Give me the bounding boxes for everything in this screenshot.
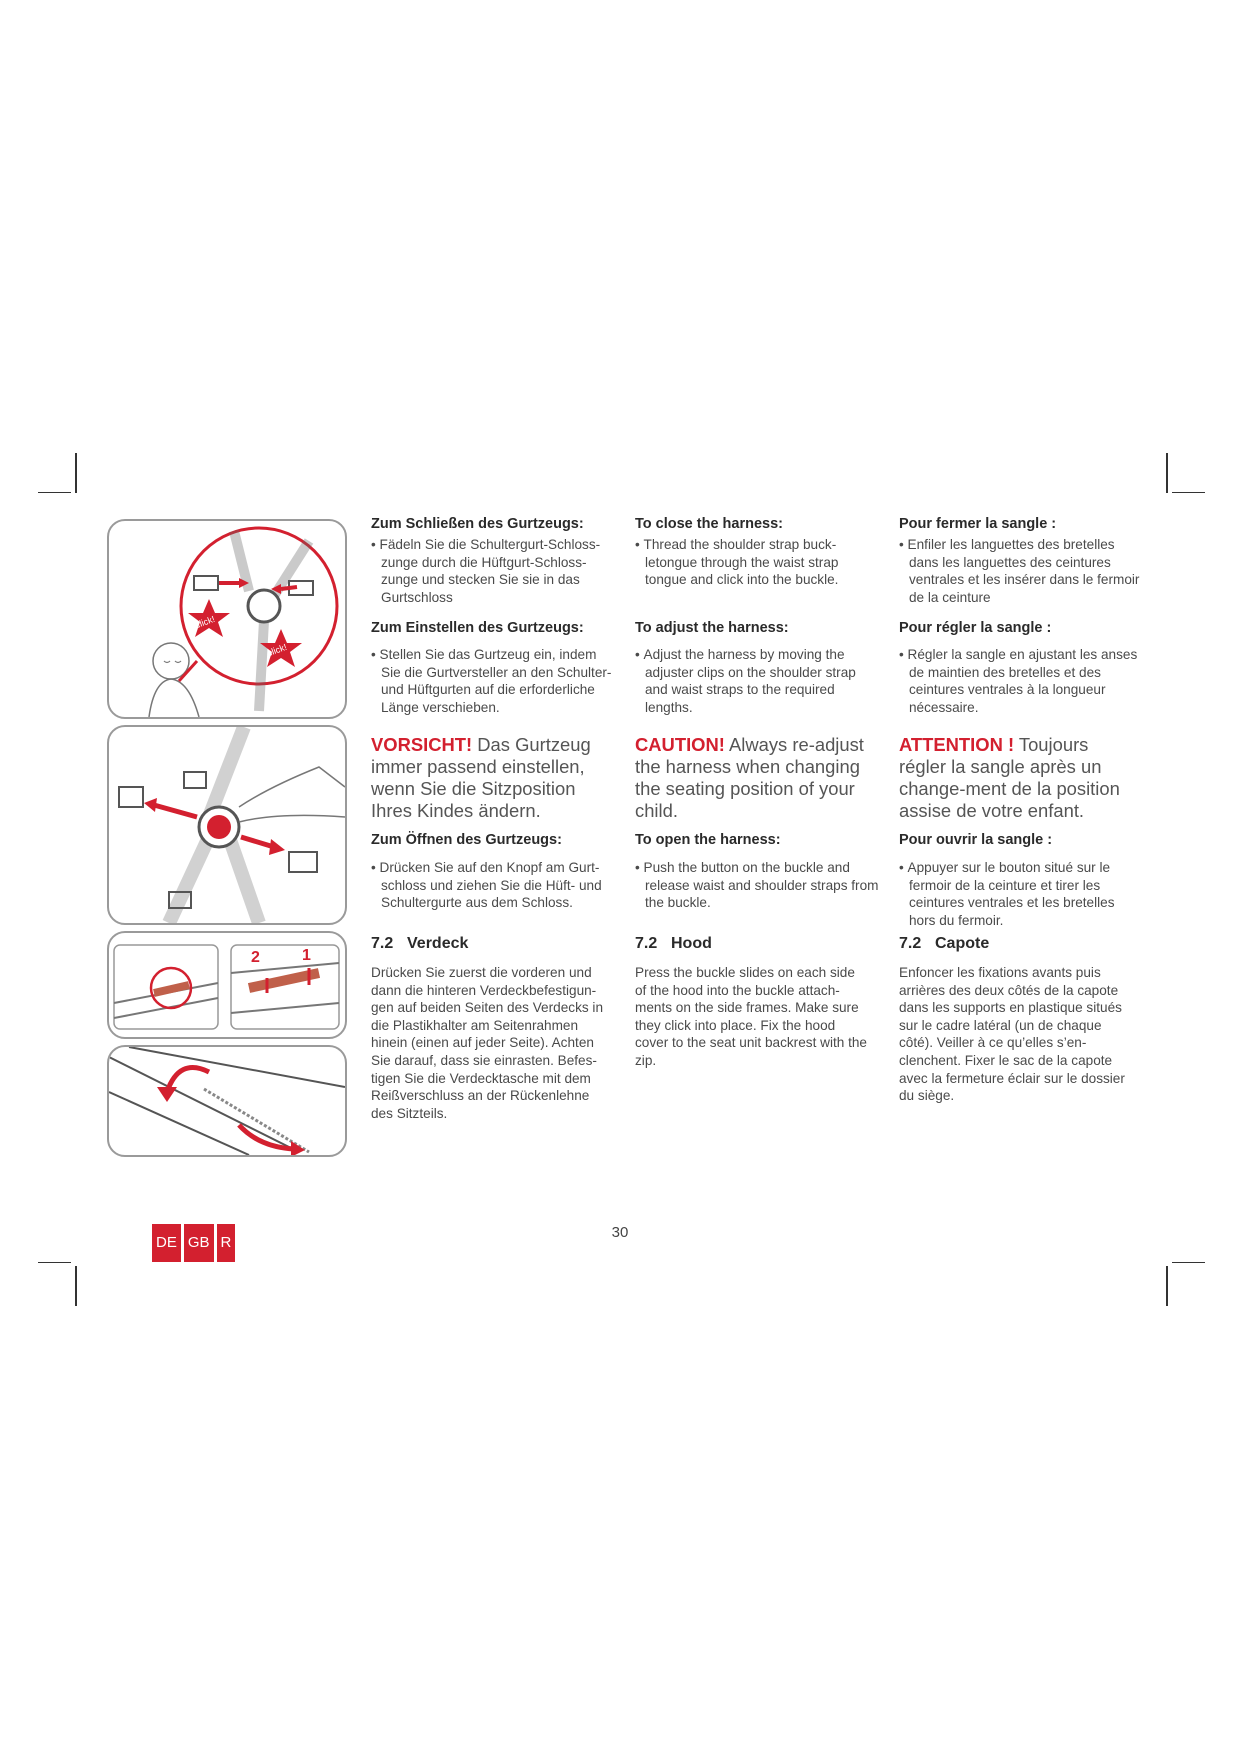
page-number: 30 (611, 1224, 629, 1241)
figure-open-harness (107, 725, 347, 925)
text-adjust-harness: • Adjust the harness by moving the adjuster clips on the shoulder strap and waist straps to the required lengths. (635, 646, 879, 716)
caution-notice (899, 734, 1133, 822)
step-number-1: 1 (302, 947, 311, 964)
crop-mark (75, 453, 77, 493)
section-heading (371, 935, 605, 953)
hood-zip-illustration (109, 1047, 345, 1155)
crop-mark (38, 1262, 71, 1263)
crop-mark (38, 492, 71, 493)
caution-notice (635, 734, 869, 822)
text-open-harness: • Appuyer sur le bouton situé sur le fermoir de la ceinture et tirer les ceintures ventrales et les bretelles hors du fermoir. (899, 859, 1143, 929)
heading-open-harness: Pour ouvrir la sangle : (899, 832, 1053, 848)
crop-mark (1172, 492, 1205, 493)
heading-close-harness: Pour fermer la sangle : (899, 516, 1057, 532)
caution-text: Toujours régler la sangle après un change-ment de la position assise de votre enfant. (899, 734, 1120, 821)
heading-close-harness: To close the harness: (635, 516, 783, 532)
section-text: Press the buckle slides on each side of the hood into the buckle attach-ments on the side frames. Make sure they click into place. Fix the hood cover to the seat unit backrest with the zip. (635, 965, 867, 1068)
text-close-harness: • Thread the shoulder strap buck-letongue through the waist strap tongue and click into the buckle. (635, 536, 879, 589)
heading-open-harness: Zum Öffnen des Gurtzeugs: (371, 832, 562, 848)
caution-keyword: CAUTION! (635, 734, 725, 755)
crop-mark (1166, 453, 1168, 493)
caution-keyword: VORSICHT! (371, 734, 473, 755)
text-close-harness: • Enfiler les languettes des bretelles dans les languettes des ceintures ventrales et les insérer dans le fermoir de la ceinture (899, 536, 1143, 606)
heading-adjust-harness: Pour régler la sangle : (899, 620, 1052, 636)
caution-text: Das Gurtzeug immer passend einstellen, wenn Sie die Sitzposition Ihres Kindes ändern. (371, 734, 591, 821)
section-text: Drücken Sie zuerst die vorderen und dann die hinteren Verdeckbefestigun-gen auf beiden Seiten des Verdecks in die Plastikhalter am Seitenrahmen hinein (einen auf jeder Seite). Achten Sie darauf, dass sie einrasten. Befes-tigen Sie die Verdecktasche mit dem Reißverschluss an der Rückenlehne des Sitzteils. (371, 965, 604, 1121)
text-open-harness: • Drücken Sie auf den Knopf am Gurt-schloss und ziehen Sie die Hüft- und Schultergurte aus dem Schloss. (371, 859, 615, 912)
heading-open-harness: To open the harness: (635, 832, 781, 848)
section-title: Hood (671, 935, 712, 952)
text-adjust-harness: • Stellen Sie das Gurtzeug ein, indem Sie die Gurtversteller an den Schulter- und Hüftgurten auf die erforderliche Länge verschieben. (371, 646, 615, 716)
language-tabs (152, 1224, 238, 1262)
heading-adjust-harness: Zum Einstellen des Gurtzeugs: (371, 620, 584, 636)
crop-mark (75, 1266, 77, 1306)
text-open-harness: • Push the button on the buckle and release waist and shoulder straps from the buckle. (635, 859, 879, 912)
text-close-harness: • Fädeln Sie die Schultergurt-Schloss-zunge durch die Hüftgurt-Schloss-zunge und stecken Sie sie in das Gurtschloss (371, 536, 615, 606)
section-number: 7.2 (635, 935, 658, 952)
section-title: Capote (935, 935, 990, 952)
caution-keyword: ATTENTION ! (899, 734, 1015, 755)
language-tab-r: R (217, 1224, 236, 1262)
heading-adjust-harness: To adjust the harness: (635, 620, 789, 636)
section-number: 7.2 (899, 935, 922, 952)
section-heading (635, 935, 869, 953)
click-label: click! (193, 613, 217, 631)
section-title: Verdeck (407, 935, 469, 952)
text-adjust-harness: • Régler la sangle en ajustant les anses de maintien des bretelles et des ceintures ventrales à la longueur nécessaire. (899, 646, 1143, 716)
heading-close-harness: Zum Schließen des Gurtzeugs: (371, 516, 584, 532)
caution-text: Always re-adjust the harness when changing the seating position of your child. (635, 734, 864, 821)
section-text: Enfoncer les fixations avants puis arrières des deux côtés de la capote dans les supports en plastique situés sur le cadre latéral (un de chaque côté). Veiller à ce qu’elles s’en-clenchent. Fixer le sac de la capote avec la fermeture éclair sur le dossier du siège. (899, 965, 1125, 1104)
section-heading (899, 935, 1133, 953)
harness-open-illustration (109, 727, 345, 923)
caution-notice (371, 734, 605, 822)
crop-mark (1172, 1262, 1205, 1263)
harness-close-illustration (109, 521, 345, 717)
figure-close-harness (107, 519, 347, 719)
figure-hood-zip (107, 1045, 347, 1157)
crop-mark (1166, 1266, 1168, 1306)
click-label: click! (265, 641, 289, 659)
language-tab-de: DE (152, 1224, 181, 1262)
step-number-2: 2 (251, 949, 260, 966)
figure-hood-attach (107, 931, 347, 1039)
language-tab-gb: GB (184, 1224, 214, 1262)
section-number: 7.2 (371, 935, 394, 952)
